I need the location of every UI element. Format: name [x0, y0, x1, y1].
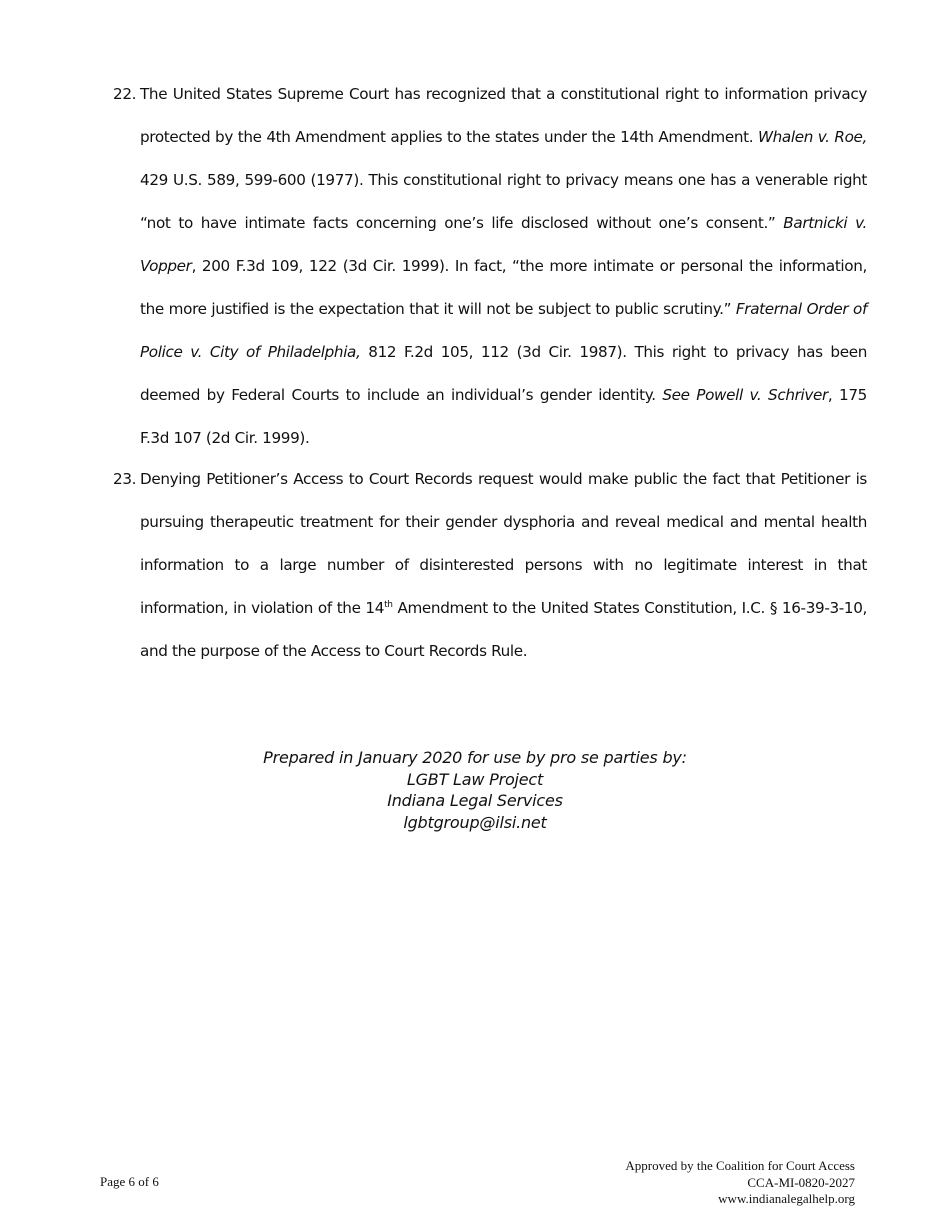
- prepared-by-line: Prepared in January 2020 for use by pro se parties by:: [263, 748, 687, 767]
- case-citation: Whalen v. Roe,: [757, 128, 867, 146]
- organization-name: LGBT Law Project: [406, 769, 544, 789]
- paragraph-23: [113, 458, 867, 673]
- text-segment: 812 F.2d 105, 112 (3d Cir. 1987). This right to privacy has been deemed by Federal Courts to include an individual’s gender identity.: [140, 343, 867, 404]
- text-segment: , 200 F.3d 109, 122 (3d Cir. 1999). In fact, “the more intimate or personal the information, the more justified is the expectation that it will not be subject to public scrutiny.”: [140, 257, 867, 318]
- superscript: th: [384, 600, 393, 610]
- paragraph-body: [140, 73, 867, 460]
- text-segment: , 175 F.3d 107 (2d Cir. 1999).: [140, 386, 867, 447]
- case-citation: Fraternal Order of Police v. City of Philadelphia,: [140, 300, 867, 361]
- case-citation: See Powell v. Schriver: [662, 386, 828, 404]
- approval-text: Approved by the Coalition for Court Access: [625, 1158, 855, 1173]
- paragraph-22: [113, 73, 867, 460]
- text-segment: Denying Petitioner’s Access to Court Records request would make public the fact that Petitioner is pursuing therapeutic treatment for their gender dysphoria and reveal medical and mental health information to a large number of disinterested persons with no legitimate interest in that information, in violation of the 14: [140, 470, 867, 617]
- approval-block: [625, 1158, 855, 1208]
- paragraph-number: 23.: [113, 470, 137, 488]
- organization-name: Indiana Legal Services: [387, 791, 563, 810]
- contact-email: lgbtgroup@ilsi.net: [403, 812, 547, 832]
- paragraph-number: 22.: [113, 85, 137, 103]
- website-text: www.indianalegalhelp.org: [718, 1191, 855, 1206]
- prepared-by-block: [0, 747, 950, 833]
- page-number: Page 6 of 6: [100, 1174, 159, 1189]
- paragraph-body: [140, 458, 867, 673]
- text-segment: 429 U.S. 589, 599-600 (1977). This constitutional right to privacy means one has a venerable right “not to have intimate facts concerning one’s life disclosed without one’s consent.”: [140, 171, 867, 232]
- text-segment: Amendment to the United States Constitution, I.C. § 16-39-3-10, and the purpose of the Access to Court Records Rule.: [140, 599, 867, 660]
- form-code: CCA-MI-0820-2027: [747, 1174, 855, 1190]
- text-segment: The United States Supreme Court has recognized that a constitutional right to information privacy protected by the 4th Amendment applies to the states under the 14th Amendment.: [140, 85, 867, 146]
- case-citation: Bartnicki v. Vopper: [140, 214, 868, 275]
